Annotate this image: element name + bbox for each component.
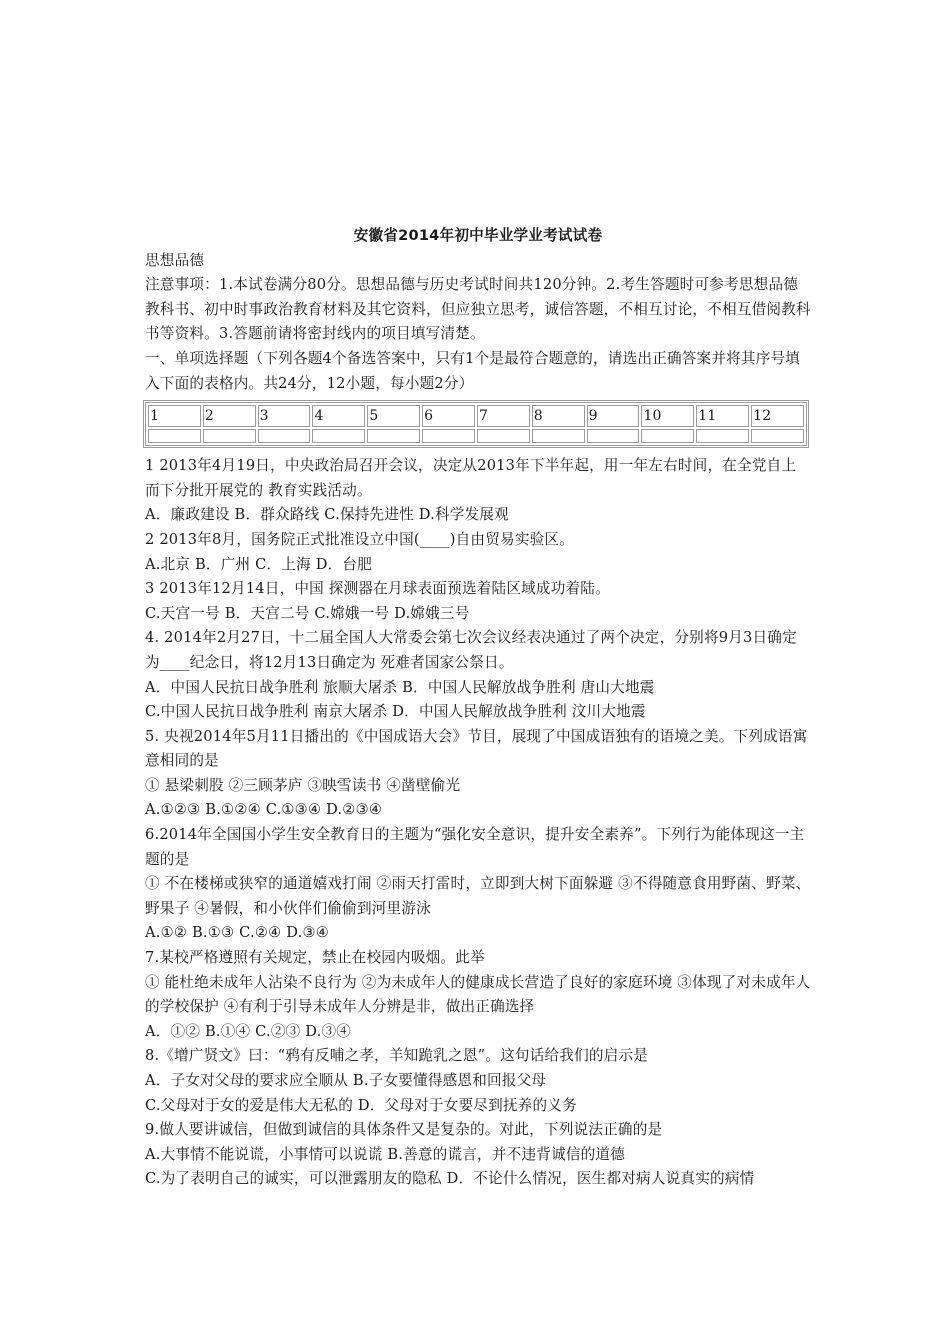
answer-blank-cell[interactable] [203,429,256,443]
question-options: A.①②③ B.①②④ C.①③④ D.②③④ [145,801,383,819]
question-options: C.天宫一号 B．天宫二号 C.嫦娥一号 D.嫦娥三号 [145,604,470,622]
section-heading: 一、单项选择题（下列各题4个备选答案中，只有1个是最符合题意的，请选出正确答案并将其序号填入下面的表格内。共24分，12小题，每小题2分） [145,349,801,392]
answer-blank-cell[interactable] [696,429,749,443]
answer-number-cell: 4 [312,405,365,427]
question-options: A．①② B.①④ C.②③ D.③④ [145,1022,352,1040]
question-line: 9.做人要讲诚信，但做到诚信的具体条件又是复杂的。对此，下列说法正确的是 [145,1121,663,1139]
answer-blank-cell[interactable] [258,429,311,443]
question-line: 6.2014年全国国小学生安全教育日的主题为“强化安全意识，提升安全素养”。下列行为能体现这一主题的是 [145,826,805,868]
subject-label: 思想品德 [145,251,205,269]
question-line: 1 2013年4月19日，中央政治局召开会议，决定从2013年下半年起，用一年左右时间，在全党自上而下分批开展党的 教育实践活动。 [145,457,797,499]
question-options: A．中国人民抗日战争胜利 旅顺大屠杀 B．中国人民解放战争胜利 唐山大地震 [145,678,655,696]
question-statements: ① 不在楼梯或狭窄的通道嬉戏打闹 ②雨天打雷时，立即到大树下面躲避 ③不得随意食用野菌、野菜、野果子 ④暑假，和小伙伴们偷偷到河里游泳 [145,875,811,917]
answer-number-cell: 7 [477,405,530,427]
answer-number-cell: 8 [532,405,585,427]
answer-number-cell: 5 [367,405,420,427]
question-line: 5. 央视2014年5月11日播出的《中国成语大会》节目，展现了中国成语独有的语境之美。下列成语寓意相同的是 [145,727,808,770]
answer-number-cell: 6 [422,405,475,427]
question-options: A．廉政建设 B．群众路线 C.保持先进性 D.科学发展观 [145,506,509,524]
answer-number-cell: 9 [587,405,640,427]
exam-title: 安徽省2014年初中毕业学业考试试卷 [353,227,603,244]
answer-number-cell: 12 [751,405,804,427]
answer-blank-cell[interactable] [751,429,804,443]
answer-blank-cell[interactable] [477,429,530,443]
question-options: A．子女对父母的要求应全顺从 B.子女要懂得感恩和回报父母 [145,1072,547,1089]
answer-blank-cell[interactable] [312,429,365,443]
question-options: C.为了表明自己的诚实，可以泄露朋友的隐私 D．不论什么情况，医生都对病人说真实的病情 [145,1170,755,1188]
question-line: 4. 2014年2月27日，十二届全国人大常委会第七次会议经表决通过了两个决定，分别将9月3日确定为____纪念日，将12月13日确定为 死难者国家公祭日。 [145,629,797,671]
answer-blank-cell[interactable] [367,429,420,443]
question-options: A.北京 B．广州 C．上海 D．台肥 [145,555,373,573]
exam-notice: 注意事项：1.本试卷满分80分。思想品德与历史考试时间共120分钟。2.考生答题时可参考思想品德教科书、初中时事政治教育材料及其它资料，但应独立思考，诚信答题，不相互讨论，不相互借阅教科书等资料。3.答题前请将密封线内的项目填写清楚。 [145,276,811,343]
answer-blank-cell[interactable] [587,429,640,443]
answer-blank-cell[interactable] [422,429,475,443]
question-line: 2 2013年8月，国务院正式批准设立中国(____)自由贸易实验区。 [145,530,574,548]
answer-number-cell: 10 [641,405,694,427]
answer-blank-cell[interactable] [641,429,694,443]
exam-content [145,224,811,1192]
question-line: 7.某校严格遵照有关规定，禁止在校园内吸烟。此举 [145,949,485,967]
question-options: C.父母对于女的爱是伟大无私的 D．父母对于女要尽到抚养的义务 [145,1096,577,1114]
question-options: A.大事情不能说谎，小事情可以说谎 B.善意的谎言，并不违背诚信的道德 [145,1145,625,1163]
answer-blank-cell[interactable] [532,429,585,443]
answer-number-cell: 2 [203,405,256,427]
question-statements: ① 能杜绝未成年人沾染不良行为 ②为未成年人的健康成长营造了良好的家庭环境 ③体现了对未成年人的学校保护 ④有利于引导未成年人分辨是非，做出正确选择 [145,973,811,1016]
question-options: A.①② B.①③ C.②④ D.③④ [145,924,330,942]
answer-table-number-row [148,405,804,427]
answer-number-cell: 3 [258,405,311,427]
question-line: 8.《增广贤文》曰：“鸦有反哺之孝，羊知跪乳之恩”。这句话给我们的启示是 [145,1047,649,1065]
answer-table [143,400,809,448]
question-line: 3 2013年12月14日，中国 探测器在月球表面预选着陆区域成功着陆。 [145,580,610,598]
question-statements: ① 悬梁刺股 ②三顾茅庐 ③映雪读书 ④凿壁偷光 [145,776,461,794]
question-options: C.中国人民抗日战争胜利 南京大屠杀 D．中国人民解放战争胜利 汶川大地震 [145,703,646,721]
answer-table-blank-row [148,429,804,443]
answer-blank-cell[interactable] [148,429,201,443]
answer-number-cell: 11 [696,405,749,427]
answer-number-cell: 1 [148,405,201,427]
